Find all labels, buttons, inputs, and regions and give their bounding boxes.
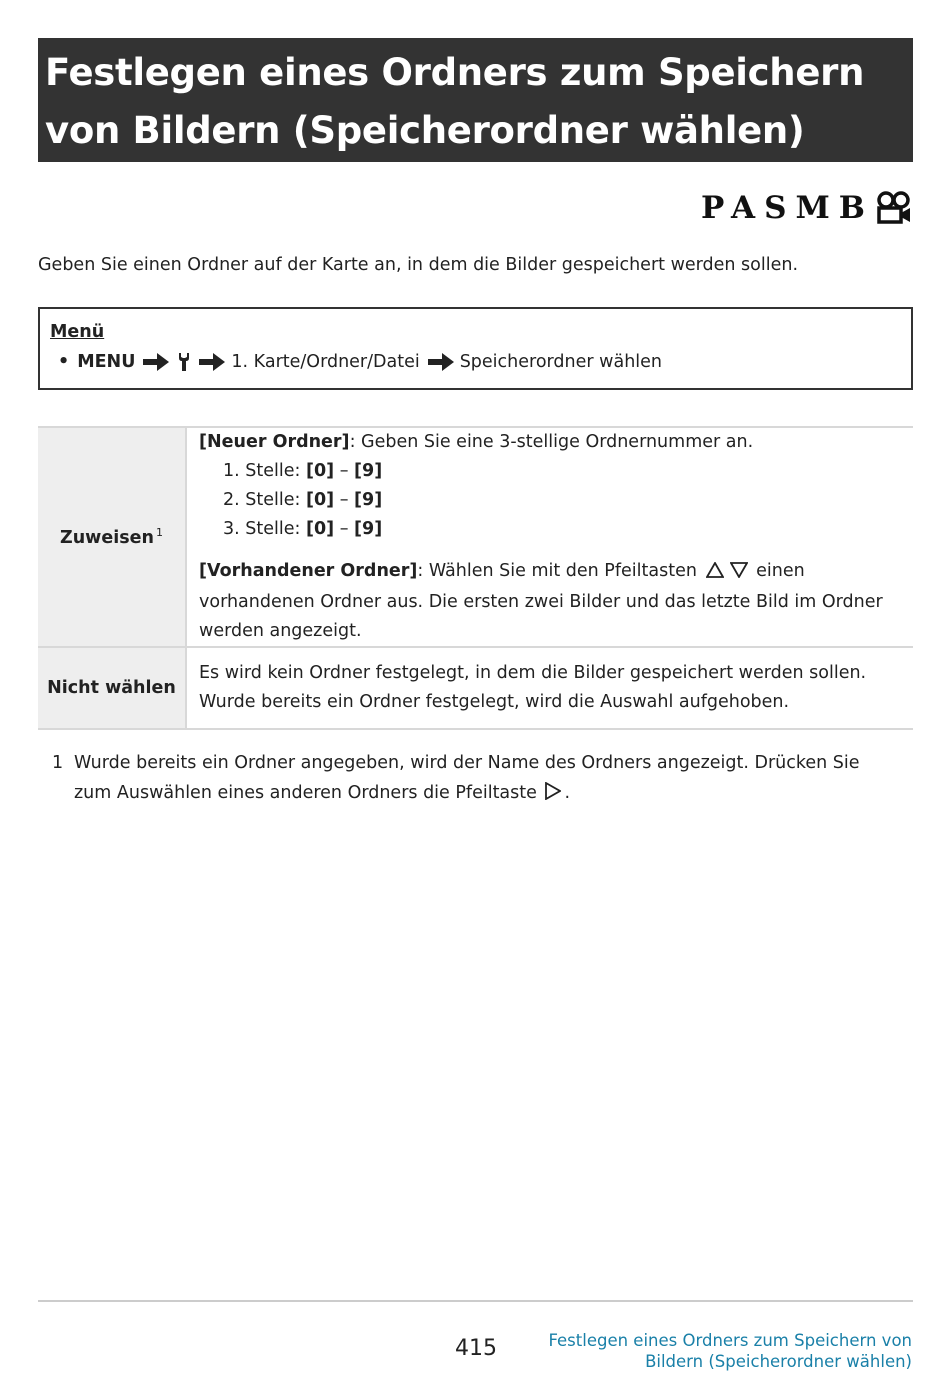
mode-letters: PASMB — [700, 190, 874, 226]
table-row — [38, 647, 913, 729]
arrow-right-icon — [143, 353, 169, 371]
movie-camera-icon — [876, 191, 912, 225]
footnote-number: 1 — [52, 753, 64, 773]
settings-table — [38, 426, 913, 730]
existing-folder-term: [Vorhandener Ordner] — [199, 561, 418, 581]
menu-box — [38, 307, 913, 390]
footer-section-link[interactable] — [548, 1330, 912, 1372]
triangle-down-icon — [730, 559, 748, 588]
arrow-right-icon — [199, 353, 225, 371]
new-folder-line: [Neuer Ordner]: Geben Sie eine 3-stellige Ordnernummer an. — [199, 432, 754, 452]
page-number: 415 — [455, 1336, 497, 1361]
table-row — [38, 427, 913, 647]
menu-step-select-folder: Speicherordner wählen — [459, 352, 663, 372]
digit-line: 2. Stelle: [0] – [9] — [223, 490, 383, 510]
footnote-text: Wurde bereits ein Ordner angegeben, wird der Name des Ordners angezeigt. Drücken Sie zum Auswählen eines anderen Ordners die Pfeiltaste . — [74, 748, 892, 810]
menu-path — [50, 347, 901, 377]
menu-key: MENU — [77, 352, 136, 372]
wrench-icon — [177, 352, 191, 372]
triangle-up-icon — [706, 559, 724, 588]
page-title-bar — [38, 38, 913, 162]
row-desc-nicht-waehlen: Es wird kein Ordner festgelegt, in dem die Bilder gespeichert werden sollen. Wurde bereits ein Ordner festgelegt, wird die Auswahl aufgehoben. — [186, 647, 913, 729]
digit-line: 3. Stelle: [0] – [9] — [223, 519, 383, 539]
footnote-marker: 1 — [155, 526, 163, 539]
new-folder-term: [Neuer Ordner] — [199, 432, 350, 452]
digit-line: 1. Stelle: [0] – [9] — [223, 461, 383, 481]
intro-text: Geben Sie einen Ordner auf der Karte an, in dem die Bilder gespeichert werden sollen. — [38, 255, 799, 275]
menu-step-card-folder-file: 1. Karte/Ordner/Datei — [231, 352, 420, 372]
row-label-nicht-waehlen: Nicht wählen — [38, 647, 186, 729]
arrow-right-icon — [428, 353, 454, 371]
menu-title: Menü — [50, 322, 105, 342]
footer-link-line[interactable]: Bildern (Speicherordner wählen) — [645, 1352, 912, 1371]
page-title: Festlegen eines Ordners zum Speichern von Bildern (Speicherordner wählen) — [45, 51, 865, 152]
shooting-modes — [701, 188, 912, 228]
row-desc-zuweisen — [186, 427, 913, 647]
triangle-right-icon — [545, 780, 561, 810]
footnote — [52, 748, 892, 810]
row-label-zuweisen: Zuweisen $^1$ — [38, 427, 186, 647]
footer-link-line[interactable]: Festlegen eines Ordners zum Speichern von — [548, 1331, 912, 1350]
bullet: • — [58, 352, 70, 372]
footer-divider — [38, 1300, 913, 1302]
existing-folder-text: [Vorhandener Ordner]: Wählen Sie mit den Pfeiltasten einen vorhandenen Ordner aus. Die ersten zwei Bilder und das letzte Bild im Ordner werden angezeigt. — [199, 561, 883, 641]
